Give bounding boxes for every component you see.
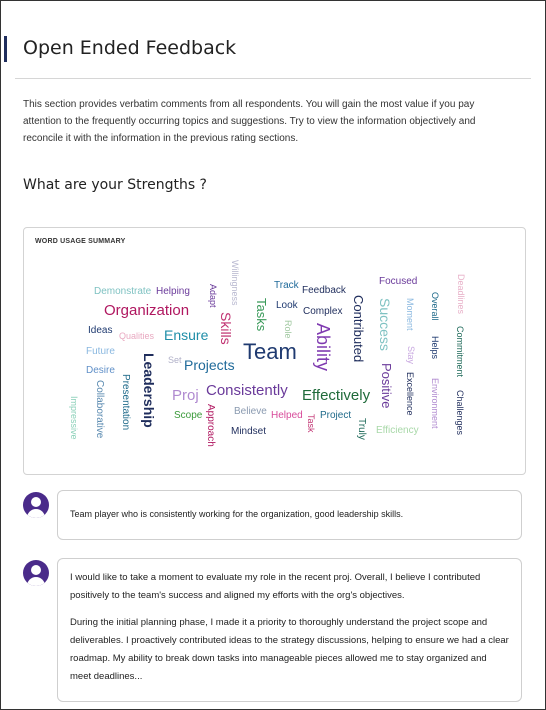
cloud-word: Success — [377, 298, 393, 351]
cloud-word: Helped — [271, 410, 303, 421]
cloud-word: Skills — [218, 312, 234, 345]
cloud-word: Adapt — [208, 284, 218, 308]
cloud-word: Mindset — [231, 426, 267, 437]
cloud-word: Feedback — [302, 285, 346, 296]
cloud-word: Ideas — [88, 325, 113, 336]
cloud-word: Organization — [104, 302, 190, 319]
avatar-icon — [23, 492, 49, 518]
cloud-word: Desire — [86, 365, 115, 376]
cloud-word: Projects — [184, 357, 235, 373]
comment-text: During the initial planning phase, I made it a priority to thoroughly understand the project scope and deliverables. I proactively contributed ideas to the strategy discussions, helping to ensure we had a clear roadmap. My ability to break down tasks into manageable pieces allowed me to stay organized and meet deadlines... — [70, 617, 509, 682]
cloud-word: Complex — [303, 306, 343, 317]
cloud-word: Task — [306, 414, 316, 433]
cloud-word: Believe — [234, 406, 267, 417]
divider — [15, 78, 531, 79]
cloud-word: Willingness — [230, 260, 240, 306]
cloud-word: Role — [283, 320, 293, 339]
cloud-word: Future — [86, 346, 115, 357]
cloud-word: Environment — [430, 378, 440, 429]
cloud-word: Tasks — [254, 298, 269, 332]
intro-text: This section provides verbatim comments from all respondents. You will gain the most value if you pay attention to the frequently occurring topics and suggestions. Try to view the information objectively and reconcile it with the information in the previous rating sections. — [23, 99, 476, 144]
cloud-word: Impressive — [69, 396, 79, 440]
cloud-word: Moment — [405, 298, 415, 331]
cloud-word: Qualities — [119, 331, 155, 341]
cloud-word: Demonstrate — [94, 286, 152, 297]
cloud-word: Collaborative — [94, 380, 105, 439]
cloud-word: Contributed — [351, 295, 366, 363]
cloud-word: Excellence — [405, 372, 415, 416]
word-cloud-title: WORD USAGE SUMMARY — [35, 238, 126, 245]
cloud-word: Challenges — [455, 390, 465, 436]
comment-text: Team player who is consistently working for the organization, good leadership skills. — [70, 509, 404, 519]
cloud-word: Leadership — [141, 353, 157, 428]
cloud-word: Stay — [406, 346, 416, 365]
word-cloud-card — [23, 227, 526, 475]
page-title: Open Ended Feedback — [23, 37, 237, 59]
avatar-icon — [23, 560, 49, 586]
title-accent-bar — [4, 36, 7, 62]
cloud-word: Team — [243, 339, 297, 364]
cloud-word: Set — [168, 355, 182, 365]
cloud-word: Approach — [205, 404, 216, 447]
cloud-word: Ability — [313, 323, 333, 372]
comment-card — [57, 490, 522, 540]
cloud-word: Track — [274, 280, 299, 291]
cloud-word: Scope — [174, 410, 203, 421]
question-heading: What are your Strengths ? — [23, 177, 207, 193]
cloud-word: Look — [276, 300, 298, 311]
cloud-word: Effectively — [302, 387, 371, 404]
comment-text: I would like to take a moment to evaluate my role in the recent proj. Overall, I believe I contributed positively to the team's success and aligned my efforts with the org's objectives. — [70, 572, 481, 601]
cloud-word: Overall — [430, 292, 440, 321]
cloud-word: Presentation — [120, 374, 131, 431]
cloud-word: Project — [320, 410, 352, 421]
cloud-word: Focused — [379, 276, 418, 287]
cloud-word: Consistently — [206, 382, 288, 399]
cloud-word: Ensure — [164, 327, 209, 343]
cloud-word: Efficiency — [376, 425, 419, 436]
comment-card — [57, 558, 522, 702]
cloud-word: Truly — [356, 418, 367, 440]
cloud-word: Helping — [156, 286, 190, 297]
cloud-word: Commitment — [455, 326, 465, 378]
cloud-word: Deadlines — [456, 274, 466, 315]
cloud-word: Helps — [430, 336, 440, 360]
cloud-word: Proj — [172, 387, 199, 404]
cloud-word: Positive — [379, 363, 394, 409]
